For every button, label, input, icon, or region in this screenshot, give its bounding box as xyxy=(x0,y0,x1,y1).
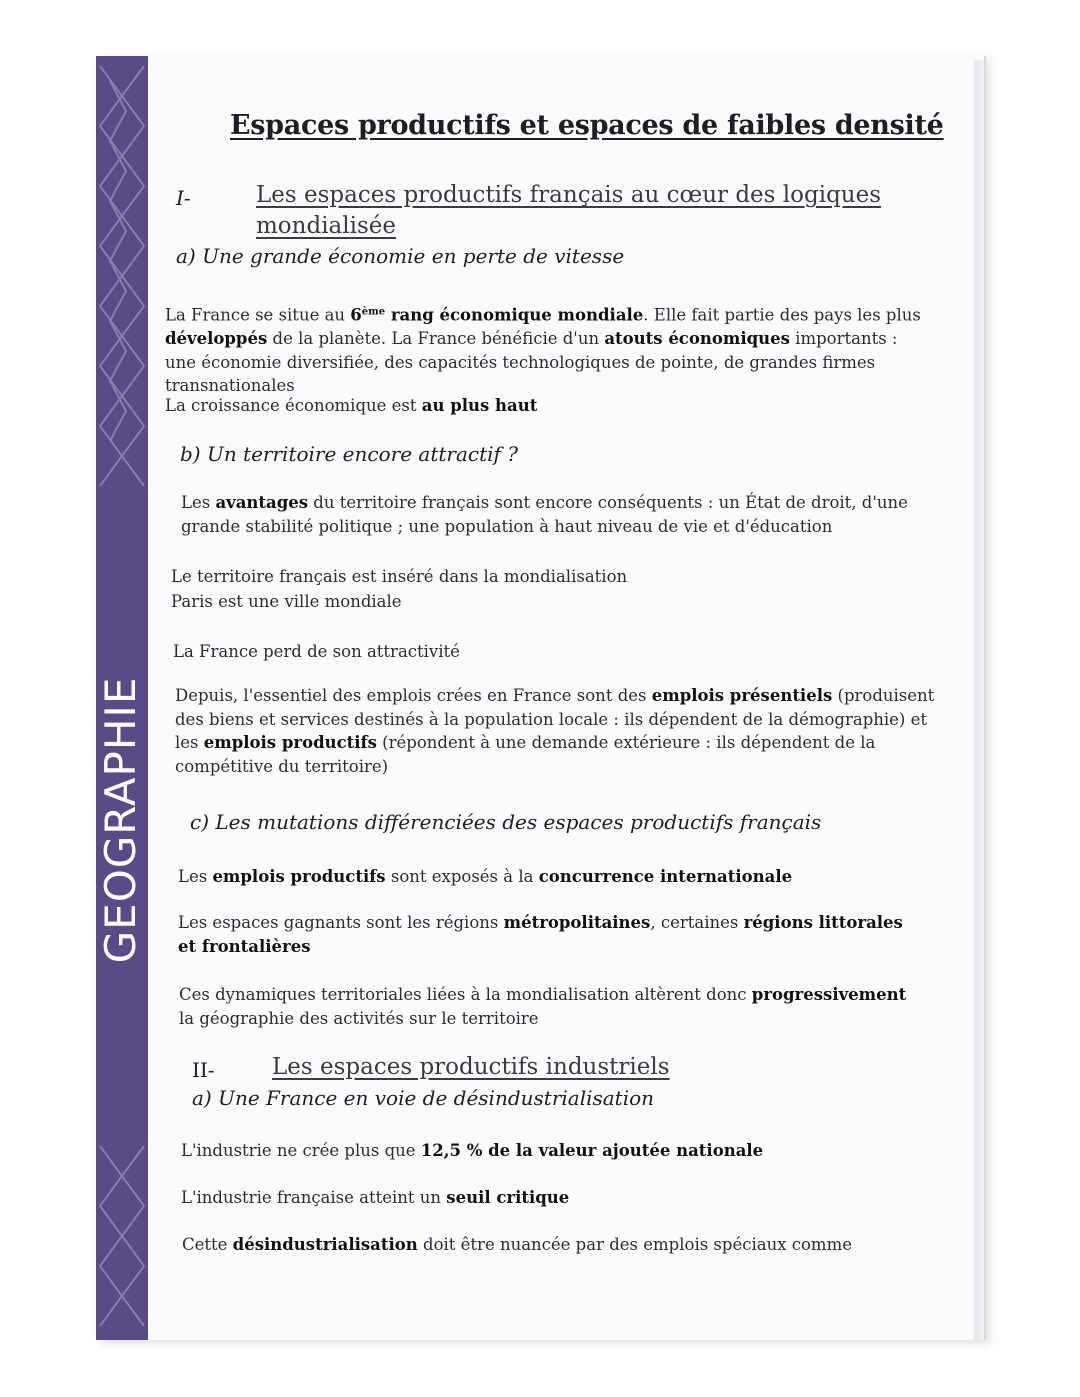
section1-title-line2: mondialisée xyxy=(256,213,396,239)
section1-sub-a-title: a) Une grande économie en perte de vitesse xyxy=(176,244,625,268)
sub-a-paragraph-2: La croissance économique est au plus haut xyxy=(165,396,538,415)
section1-sub-b-title: b) Un territoire encore attractif ? xyxy=(180,442,518,466)
page-stack-edge xyxy=(974,60,984,1340)
section2-title: Les espaces productifs industriels xyxy=(272,1054,670,1080)
sub-b-paragraph-2: Le territoire français est inséré dans la mondialisation xyxy=(171,567,628,586)
sub-c-paragraph-2: Les espaces gagnants sont les régions métropolitaines, certaines régions littorales et frontalières xyxy=(178,913,903,956)
section2-numeral: II- xyxy=(192,1058,215,1082)
subject-banner xyxy=(96,56,148,1340)
section1-title-line1: Les espaces productifs français au cœur des logiques xyxy=(256,182,882,208)
sub-c-paragraph-3: Ces dynamiques territoriales liées à la mondialisation altèrent donc progressivement la géographie des activités sur le territoire xyxy=(179,985,907,1028)
subject-label: GEOGRAPHIE xyxy=(96,676,145,964)
sub-b-paragraph-3: Paris est une ville mondiale xyxy=(171,592,402,611)
section2-paragraph-2: L'industrie française atteint un seuil critique xyxy=(181,1188,570,1207)
section1-numeral: I- xyxy=(176,186,191,210)
section1-title xyxy=(256,180,881,242)
section2-sub-a-title: a) Une France en voie de désindustrialisation xyxy=(192,1086,655,1110)
sub-b-paragraph-4: La France perd de son attractivité xyxy=(173,642,460,661)
section2-paragraph-1: L'industrie ne crée plus que 12,5 % de la valeur ajoutée nationale xyxy=(181,1141,764,1160)
page-title: Espaces productifs et espaces de faibles densité xyxy=(230,110,944,141)
section1-sub-c-title: c) Les mutations différenciées des espaces productifs français xyxy=(190,810,822,834)
sub-a-paragraph-1: La France se situe au 6ème rang économique mondiale. Elle fait partie des pays les plus développés de la planète. La France bénéficie d'un atouts économiques importants : une économie diversifiée, des capacités technologiques de pointe, de grandes firmes transnationales xyxy=(165,305,921,395)
sub-c-paragraph-1: Les emplois productifs sont exposés à la concurrence internationale xyxy=(178,867,793,886)
sub-b-paragraph-1: Les avantages du territoire français sont encore conséquents : un État de droit, d'une grande stabilité politique ; une population à haut niveau de vie et d'éducation xyxy=(181,493,908,536)
sub-b-paragraph-5: Depuis, l'essentiel des emplois crées en France sont des emplois présentiels (produisent des biens et services destinés à la population locale : ils dépendent de la démographie) et les emplois productifs (répondent à une demande extérieure : ils dépendent de la compétitive du territoire) xyxy=(175,686,935,776)
section2-paragraph-3: Cette désindustrialisation doit être nuancée par des emplois spéciaux comme xyxy=(182,1235,852,1254)
